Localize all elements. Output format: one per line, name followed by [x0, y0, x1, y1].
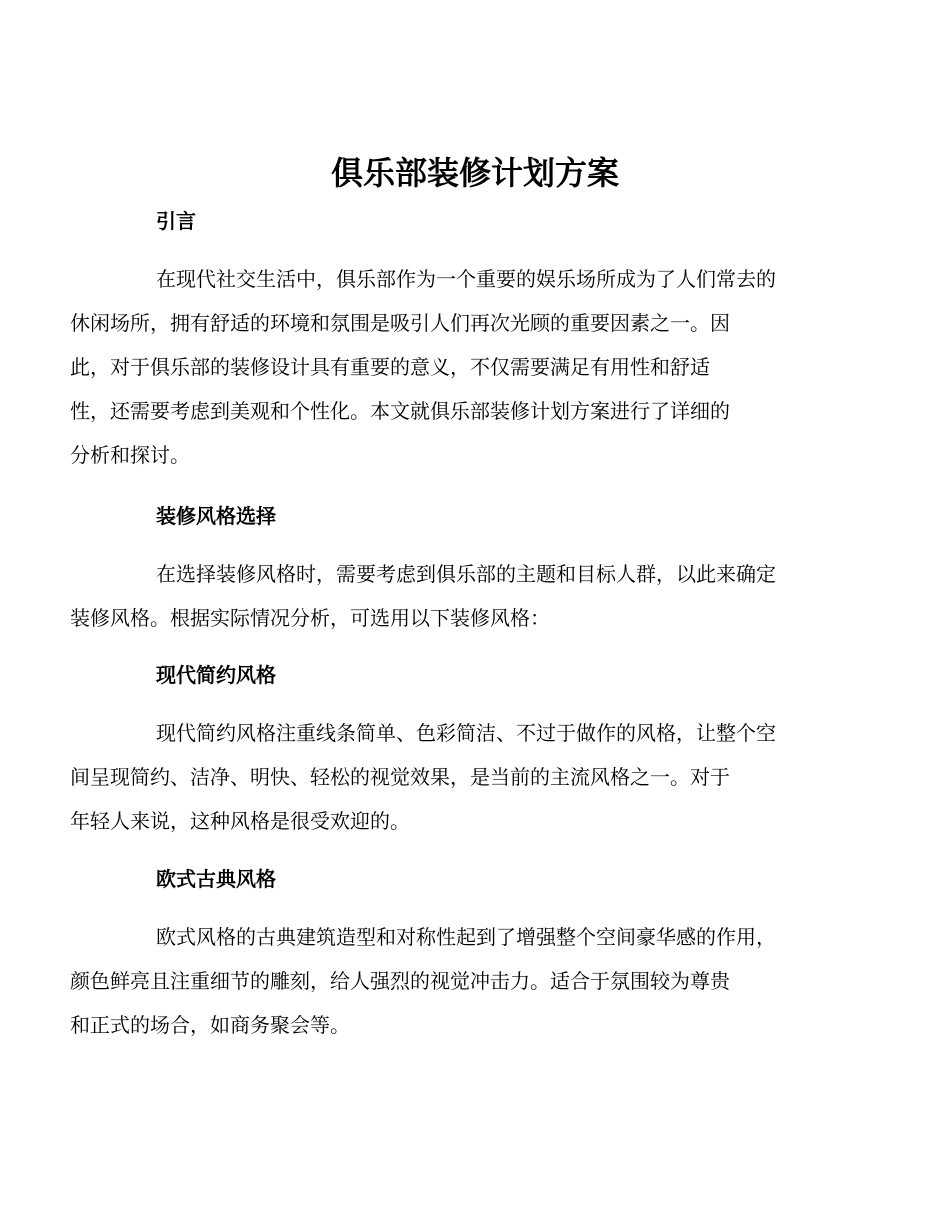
- paragraph-line: 间呈现简约、洁净、明快、轻松的视觉效果，是当前的主流风格之一。对于: [70, 765, 730, 789]
- paragraph-line: 在现代社交生活中，俱乐部作为一个重要的娱乐场所成为了人们常去的: [156, 267, 776, 291]
- paragraph-line: 此，对于俱乐部的装修设计具有重要的意义，不仅需要满足有用性和舒适: [70, 355, 710, 379]
- section-paragraph-modern-minimal: [70, 711, 829, 843]
- paragraph-line: 欧式风格的古典建筑造型和对称性起到了增强整个空间豪华感的作用，: [156, 925, 776, 949]
- paragraph-line: 和正式的场合，如商务聚会等。: [70, 1013, 350, 1037]
- paragraph-line: 性，还需要考虑到美观和个性化。本文就俱乐部装修计划方案进行了详细的: [70, 399, 730, 423]
- document-title: 俱乐部装修计划方案: [330, 154, 619, 192]
- section-heading-european-classic: 欧式古典风格: [156, 867, 276, 891]
- section-heading-modern-minimal: 现代简约风格: [156, 663, 276, 687]
- section-paragraph-intro: [70, 257, 829, 477]
- paragraph-line: 颜色鲜亮且注重细节的雕刻，给人强烈的视觉冲击力。适合于氛围较为尊贵: [70, 969, 730, 993]
- paragraph-line: 装修风格。根据实际情况分析，可选用以下装修风格：: [70, 606, 550, 630]
- paragraph-line: 现代简约风格注重线条简单、色彩简洁、不过于做作的风格，让整个空: [156, 721, 776, 745]
- paragraph-line: 休闲场所，拥有舒适的环境和氛围是吸引人们再次光顾的重要因素之一。因: [70, 311, 730, 335]
- section-heading-intro: 引言: [156, 209, 196, 233]
- section-paragraph-european-classic: [70, 915, 829, 1047]
- section-paragraph-style-selection: [70, 552, 829, 640]
- paragraph-line: 在选择装修风格时，需要考虑到俱乐部的主题和目标人群，以此来确定: [156, 562, 776, 586]
- paragraph-line: 分析和探讨。: [70, 443, 190, 467]
- section-heading-style-selection: 装修风格选择: [156, 504, 276, 528]
- paragraph-line: 年轻人来说，这种风格是很受欢迎的。: [70, 809, 410, 833]
